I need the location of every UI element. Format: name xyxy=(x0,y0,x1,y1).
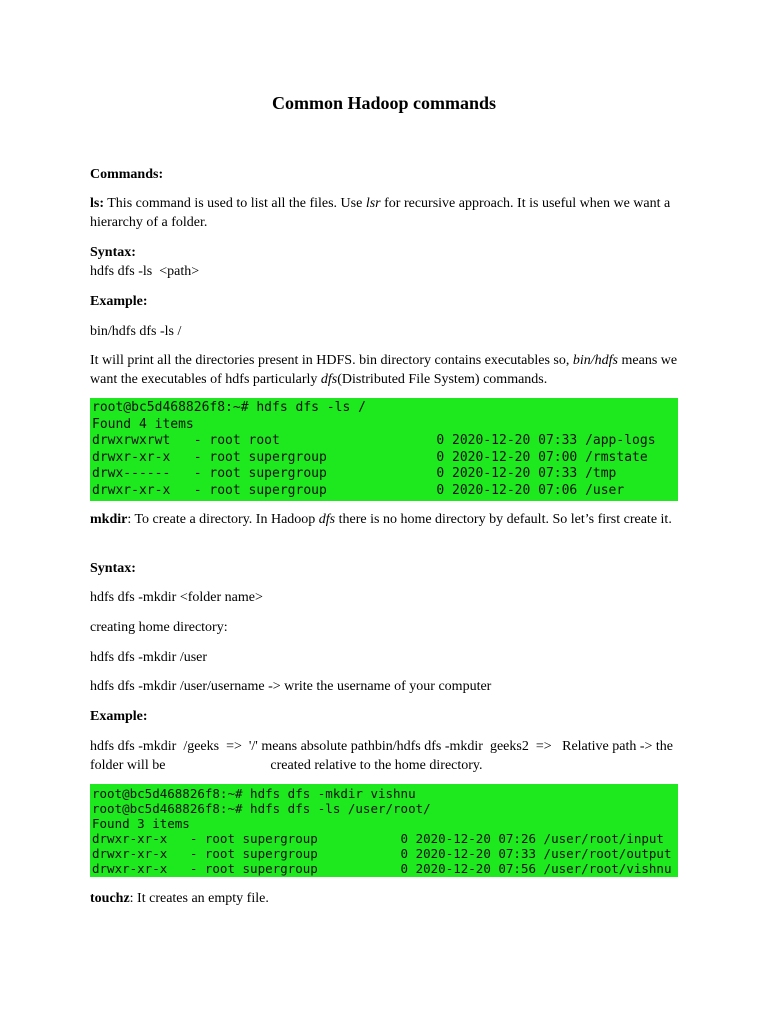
ls-explain-text-2: means we want the executables of hdfs particularly xyxy=(90,353,681,387)
mkdir-syntax: hdfs dfs -mkdir <folder name> xyxy=(90,590,263,605)
terminal-line: root@bc5d468826f8:~# hdfs dfs -ls / xyxy=(92,400,366,415)
mkdir-example-label: Example: xyxy=(90,709,148,724)
ls-explanation xyxy=(90,351,680,389)
page-title: Common Hadoop commands xyxy=(271,93,497,113)
terminal-screenshot-ls xyxy=(90,398,678,501)
ls-term: ls: xyxy=(90,196,104,211)
terminal-line: root@bc5d468826f8:~# hdfs dfs -mkdir vishnu xyxy=(92,786,416,801)
mkdir-username: hdfs dfs -mkdir /user/username -> write the username of your computer xyxy=(90,679,492,694)
terminal-screenshot-mkdir xyxy=(90,784,678,877)
mkdir-description xyxy=(90,510,680,529)
terminal-line: drwxr-xr-x - root supergroup 0 2020-12-20 07:56 /user/root/vishnu xyxy=(92,861,672,876)
terminal-line: drwxr-xr-x - root supergroup 0 2020-12-20 07:00 /rmstate xyxy=(92,449,648,465)
mkdir-dfs-term: dfs xyxy=(318,512,336,527)
ls-syntax-label: Syntax: xyxy=(90,245,136,260)
commands-heading: Commands: xyxy=(90,167,164,182)
terminal-line: drwx------ - root supergroup 0 2020-12-20 07:33 /tmp xyxy=(92,466,617,481)
terminal-line: drwxr-xr-x - root supergroup 0 2020-12-20 07:06 /user xyxy=(92,482,625,498)
mkdir-user: hdfs dfs -mkdir /user xyxy=(90,650,208,665)
ls-example: bin/hdfs dfs -ls / xyxy=(90,324,182,339)
terminal-line: Found 3 items xyxy=(92,816,190,831)
mkdir-term: mkdir xyxy=(90,512,128,527)
touchz-description xyxy=(90,889,680,908)
mkdir-text-1: : To create a directory. In Hadoop xyxy=(127,512,319,527)
terminal-line: drwxr-xr-x - root supergroup 0 2020-12-20 07:26 /user/root/input xyxy=(92,831,664,846)
mkdir-syntax-label: Syntax: xyxy=(90,561,136,576)
creating-home-text: creating home directory: xyxy=(90,620,228,635)
ls-description xyxy=(90,194,680,232)
mkdir-example: hdfs dfs -mkdir /geeks => '/' means absolute pathbin/hdfs dfs -mkdir geeks2 => Relative path -> the folder will be created relative to the home directory. xyxy=(90,739,677,773)
ls-syntax: hdfs dfs -ls <path> xyxy=(90,264,200,279)
terminal-line: drwxr-xr-x - root supergroup 0 2020-12-20 07:33 /user/root/output xyxy=(92,846,672,861)
ls-explain-text-1: It will print all the directories present in HDFS. bin directory contains executables so, xyxy=(90,353,573,368)
ls-explain-text-3: (Distributed File System) commands. xyxy=(337,372,548,387)
mkdir-text-2: there is no home directory by default. So let’s first create it. xyxy=(335,512,672,527)
touchz-term: touchz xyxy=(90,891,130,906)
ls-text-2: for recursive approach. It is useful when we want a hierarchy of a folder. xyxy=(90,196,674,230)
ls-text-1: This command is used to list all the files. Use xyxy=(104,196,366,211)
lsr-term: lsr xyxy=(365,196,381,211)
terminal-line: drwxrwxrwt - root root 0 2020-12-20 07:33 /app-logs xyxy=(92,433,656,448)
dfs-term: dfs xyxy=(320,372,338,387)
touchz-text: : It creates an empty file. xyxy=(129,891,269,906)
terminal-line: Found 4 items xyxy=(92,416,194,432)
ls-example-label: Example: xyxy=(90,294,148,309)
terminal-line: root@bc5d468826f8:~# hdfs dfs -ls /user/root/ xyxy=(92,801,431,816)
binhdfs-term: bin/hdfs xyxy=(572,353,619,368)
